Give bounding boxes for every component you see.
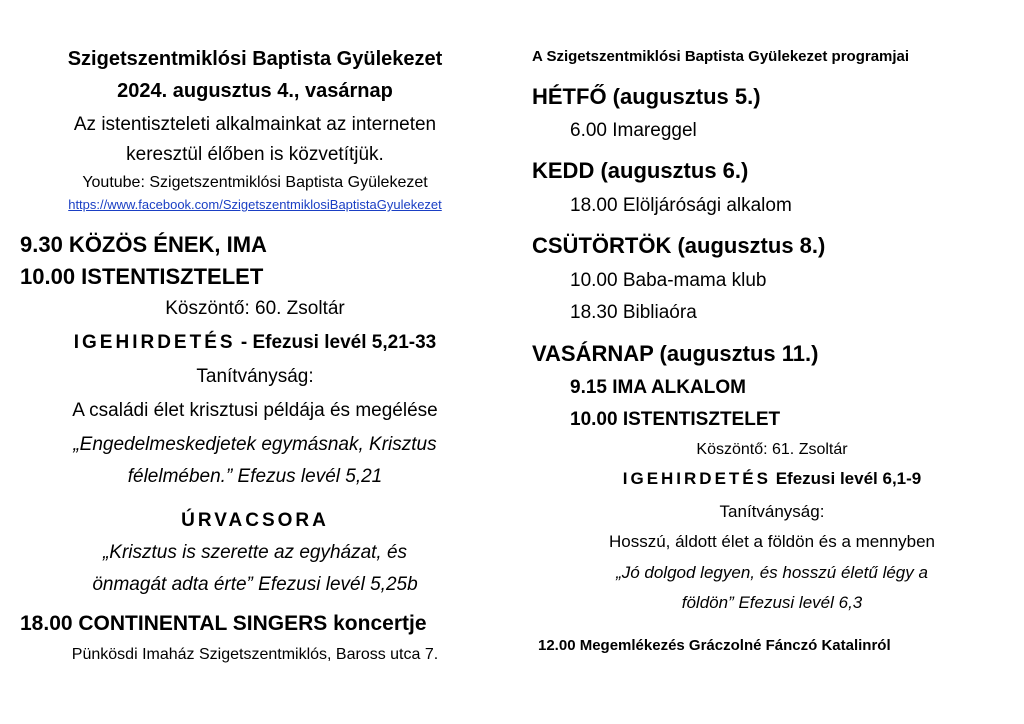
stream-text-line1: Az istentiszteleti alkalmainkat az interneten: [73, 114, 437, 135]
concert-title: 18.00 CONTINENTAL SINGERS koncertje: [20, 612, 427, 635]
concert-venue: Pünkösdi Imaház Szigetszentmiklós, Baross utca 7.: [71, 646, 439, 663]
day-monday: HÉTFŐ (augusztus 5.): [532, 84, 761, 109]
sunday-discipleship-topic: Hosszú, áldott élet a földön és a mennyben: [608, 532, 936, 551]
memorial-event: 12.00 Megemlékezés Gráczolné Fánczó Katalinról: [538, 637, 891, 654]
sunday-sermon-reference: Efezusi levél 6,1-9: [771, 469, 922, 488]
sunday-quote-line1: „Jó dolgod legyen, és hosszú életű légy a: [616, 563, 928, 582]
schedule-item-prayer: 9.30 KÖZÖS ÉNEK, IMA: [20, 232, 267, 257]
sermon-reference: - Efezusi levél 5,21-33: [235, 332, 437, 353]
day-tuesday: KEDD (augusztus 6.): [532, 158, 749, 183]
youtube-channel: Youtube: Szigetszentmiklósi Baptista Gyülekezet: [82, 174, 428, 191]
sermon-label: IGEHIRDETÉS: [73, 332, 236, 353]
communion-quote-line2: önmagát adta érte” Efezusi levél 5,25b: [92, 574, 418, 595]
programs-heading: A Szigetszentmiklósi Baptista Gyülekezet programjai: [532, 48, 910, 65]
communion-quote-line1: „Krisztus is szerette az egyházat, és: [102, 542, 408, 563]
service-date: 2024. augusztus 4., vasárnap: [117, 80, 393, 102]
sermon-line: [20, 332, 490, 354]
sunday-item-2: 10.00 ISTENTISZTELET: [570, 409, 781, 430]
sunday-discipleship-label: Tanítványság:: [719, 502, 825, 521]
communion-heading: ÚRVACSORA: [181, 510, 329, 531]
quote-line1: „Engedelmeskedjetek egymásnak, Krisztus: [73, 434, 437, 455]
thursday-item-2: 18.30 Bibliaóra: [570, 302, 697, 323]
day-thursday: CSÜTÖRTÖK (augusztus 8.): [532, 233, 826, 258]
day-sunday: VASÁRNAP (augusztus 11.): [532, 341, 819, 366]
sunday-sermon-label: IGEHIRDETÉS: [622, 469, 771, 488]
stream-text-line2: keresztül élőben is közvetítjük.: [126, 144, 384, 165]
sunday-item-1: 9.15 IMA ALKALOM: [570, 377, 746, 398]
tuesday-item: 18.00 Elöljárósági alkalom: [570, 195, 792, 216]
schedule-item-service: 10.00 ISTENTISZTELET: [20, 264, 264, 289]
discipleship-topic: A családi élet krisztusi példája és megélése: [72, 400, 438, 421]
greeting-psalm: Köszöntő: 60. Zsoltár: [165, 298, 345, 319]
discipleship-label: Tanítványság:: [196, 366, 314, 387]
quote-line2: félelmében.” Efezus levél 5,21: [127, 466, 383, 487]
sunday-greeting: Köszöntő: 61. Zsoltár: [696, 441, 848, 458]
thursday-item-1: 10.00 Baba-mama klub: [570, 270, 767, 291]
church-name: Szigetszentmiklósi Baptista Gyülekezet: [67, 48, 443, 70]
facebook-link[interactable]: https://www.facebook.com/SzigetszentmiklosiBaptistaGyulekezet: [68, 197, 442, 212]
sunday-quote-line2: földön” Efezusi levél 6,3: [681, 593, 863, 612]
monday-item: 6.00 Imareggel: [570, 120, 697, 141]
sunday-sermon-line: [532, 469, 1012, 489]
